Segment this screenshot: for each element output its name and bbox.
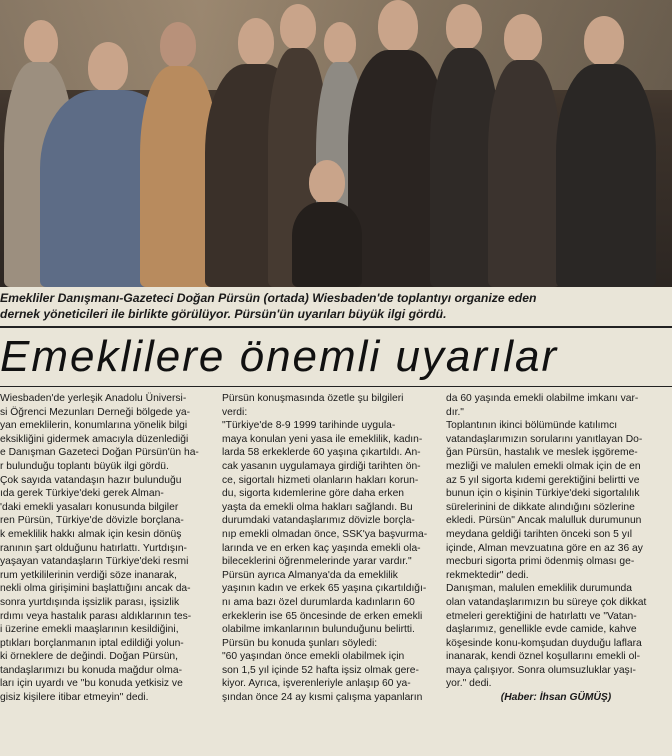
article-text-line: yaşayan vatandaşların Türkiye'deki resmi xyxy=(0,556,189,568)
article-text-line: (Haber: İhsan GÜMÜŞ) xyxy=(500,692,612,704)
divider xyxy=(0,386,672,387)
article-text-line: son 1,5 yıl içinde 52 hafta işsiz olmak gere- xyxy=(222,664,419,676)
article-text-line: 'daki emekli yasaları konusunda bilgiler xyxy=(0,501,179,513)
article-text-line: içinde, Alman mevzuatına göre en az 36 ay xyxy=(446,542,643,554)
article-text-line: ranının şart olduğunu hatırlattı. Yurtdışın- xyxy=(0,542,187,554)
article-text-line: Pürsün bu konuda şunları söyledi: xyxy=(222,637,378,649)
article-text-line: olabilme imkanlarının bulunduğunu belirtti. xyxy=(222,624,415,636)
article-text-line: inanarak, kendi öznel koşullarını emekli ol- xyxy=(446,651,641,663)
article-text-line: vatandaşlarımızın sorularını yanıtlayan Do- xyxy=(446,433,643,445)
article-text-line: ları için uyardı ve "bu konuda yetkisiz ve xyxy=(0,678,183,690)
article-text-line: larında ve en erken kaç yaşında emekli ola- xyxy=(222,542,421,554)
article-text-line: e Danışman Gazeteci Doğan Pürsün'ün ha- xyxy=(0,447,199,459)
article-text-line: olan vatandaşlarımızın bu süreye çok dikkat xyxy=(446,596,647,608)
article-column-1 xyxy=(0,392,212,705)
article-text-line: mezliği ve malulen emekli olmak için de en xyxy=(446,460,641,472)
article-text-line: Danışman, malulen emeklilik durumunda xyxy=(446,583,633,595)
person-figure xyxy=(292,160,362,287)
article-text-line: yor." dedi. xyxy=(446,678,492,690)
article-text-line: nı ama bazı özel durumlarda kadınların 60 xyxy=(222,596,415,608)
article-text-line: ki örneklere de değindi. Doğan Pürsün, xyxy=(0,651,179,663)
article-text-line: Wiesbaden'de yerleşik Anadolu Üniversi- xyxy=(0,393,187,404)
article-text-line: mecburi sigorta primi ödenmiş olması ge- xyxy=(446,556,635,568)
article-text-line: az 5 yıl sigorta kıdemi gerektiğini belirtti ve xyxy=(446,474,640,486)
article-text-line: verdi: xyxy=(222,406,248,418)
article-text-line: cak yasanın uygulamaya girdiği tarihten ön- xyxy=(222,460,421,472)
article-text-line: erkeklerin ise 65 öncesinde de erken emekli xyxy=(222,610,423,622)
article-text-line: larda 58 erkeklerde 60 yaşına çıkartıldı. An- xyxy=(222,447,421,459)
article-column-2 xyxy=(222,392,434,705)
article-text-line: köşesinde konu-komşudan duyduğu laflara xyxy=(446,637,642,649)
article-text-line: tandaşlarımızı bu konuda mağdur olma- xyxy=(0,664,183,676)
article-text-line: rdımı veya hastalık parası aldıklarının tes- xyxy=(0,610,192,622)
article-text-line: sonra yurtdışında işsizlik parası, işsizlik xyxy=(0,596,180,608)
article-text-line: rekmektedir" dedi. xyxy=(446,569,529,581)
article-text-line: ce, sigortalı hizmeti olanların hakları korun- xyxy=(222,474,419,486)
article-text-line: nekli olma girişimini başlattığını ancak da- xyxy=(0,583,191,595)
article-text-line: ıda gerek Türkiye'deki gerek Alman- xyxy=(0,488,164,500)
person-figure xyxy=(556,16,656,287)
article-text-line: i üzerine emekli maaşlarının kesildiğini, xyxy=(0,624,179,636)
article-text-line: maya çalışıyor. Sonra olumsuzluklar yaşı- xyxy=(446,664,636,676)
article-headline: Emeklilere önemli uyarılar xyxy=(0,332,559,381)
article-text-line: rum yetkililerinin verdiği söze inanarak, xyxy=(0,569,177,581)
article-text-line: du, sigorta kıdemlerine göre daha erken xyxy=(222,488,405,500)
article-text-line: bunun için o kişinin Türkiye'deki sigortalılık xyxy=(446,488,640,500)
article-text-line: Çok sayıda vatandaşın hazır bulunduğu xyxy=(0,474,182,486)
article-text-line: yaşta da emekli olma hakları sağlandı. Bu xyxy=(222,501,413,513)
article-text-line: kiyor. Ayrıca, işverenleriyle anlaşıp 60 ya- xyxy=(222,678,411,690)
person-figure xyxy=(488,14,560,287)
article-text-line: dır." xyxy=(446,406,464,418)
article-text-line: durumdaki vatandaşlarımız dövizle borçla- xyxy=(222,515,415,527)
article-text-line: si Öğrenci Mezunları Derneği bölgede ya- xyxy=(0,406,191,418)
article-text-line: meydana geldiği tarihten önceki son 5 yıl xyxy=(446,528,633,540)
article-text-line: bileceklerini öğrenmelerinde yarar vardır." xyxy=(222,556,412,568)
article-text-line: Pürsün ayrıca Almanya'da da emeklilik xyxy=(222,569,398,581)
article-text-line: eksikliğini gidermek amacıyla düzenlediği xyxy=(0,433,189,445)
article-text-line: yan emeklilerin, konumlarına yönelik bilgi xyxy=(0,420,188,432)
article-text-line: Pürsün konuşmasında özetle şu bilgileri xyxy=(222,393,404,404)
article-text-line: maya konulan yeni yasa ile emeklilik, kadın- xyxy=(222,433,423,445)
article-text-line: da 60 yaşında emekli olabilme imkanı var- xyxy=(446,393,639,404)
article-text-line: ren Pürsün, Türkiye'de dövizle borçlana- xyxy=(0,515,184,527)
article-text-line: ekledi. Pürsün" Ancak malulluk durumunun xyxy=(446,515,642,527)
article-column-3 xyxy=(446,392,666,705)
article-text-line: "60 yaşından önce emekli olabilmek için xyxy=(222,651,405,663)
article-text-line: yaşının kadın ve erkek 65 yaşına çıkartıldığı- xyxy=(222,583,427,595)
article-text-line: ğan Pürsün, hastalık ve meslek işgöreme- xyxy=(446,447,638,459)
news-photo xyxy=(0,0,672,287)
photo-caption xyxy=(0,290,672,322)
article-text-line: gisiz kişilere itibar etmeyin" dedi. xyxy=(0,692,149,704)
article-text-line: daşlarımız, genellikle evde camide, kahve xyxy=(446,624,637,636)
article-text-line: şından önce 24 ay kısmi çalışma yapanların xyxy=(222,692,423,704)
divider xyxy=(0,326,672,328)
article-text-line: Toplantının ikinci bölümünde katılımcı xyxy=(446,420,618,432)
article-text-line: etmeleri gerektiğini de hatırlattı ve "Vatan- xyxy=(446,610,637,622)
article-text-line: ptıkları borçlanmanın iptal edildiği yolun- xyxy=(0,637,184,649)
article-text-line: "Türkiye'de 8-9 1999 tarihinde uygula- xyxy=(222,420,396,432)
article-text-line: r bulunduğu toplantı büyük ilgi gördü. xyxy=(0,460,169,472)
article-text-line: sürelerinini de dikkate alındığını sözlerine xyxy=(446,501,635,513)
caption-line: dernek yöneticileri ile birlikte görülüyor. Pürsün'ün uyarıları büyük ilgi gördü. xyxy=(0,307,447,321)
article-text-line: nıp emekli olmadan önce, SSK'ya başvurma- xyxy=(222,528,428,540)
article-text-line: k emeklilik hakkı almak için kesin dönüş xyxy=(0,528,182,540)
caption-line: Emekliler Danışmanı-Gazeteci Doğan Pürsün (ortada) Wiesbaden'de toplantıyı organize eden xyxy=(0,291,537,305)
